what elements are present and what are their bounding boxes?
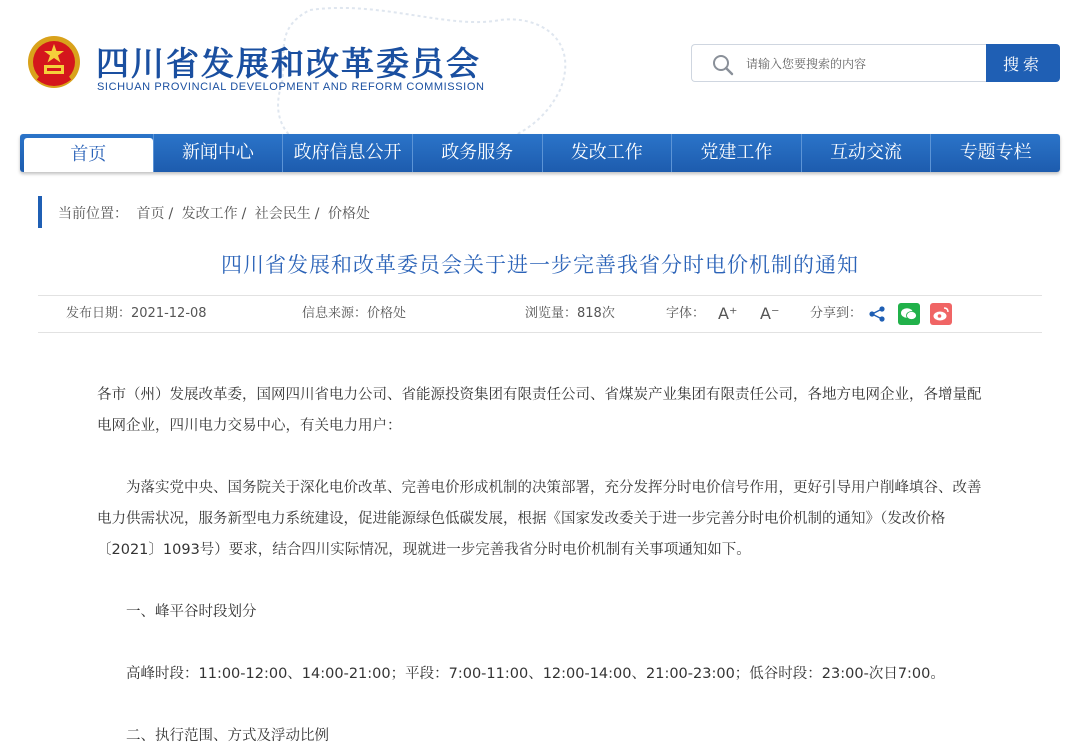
breadcrumb-link-social[interactable]: 社会民生	[254, 206, 311, 222]
nav-item-special[interactable]: 专题专栏	[930, 134, 1060, 172]
breadcrumb-link-home[interactable]: 首页	[136, 206, 165, 222]
org-name-en: SICHUAN PROVINCIAL DEVELOPMENT AND REFORM COMMISSION	[97, 81, 485, 93]
font-increase-button[interactable]: A⁺	[718, 304, 738, 323]
search-box	[691, 44, 987, 82]
main-nav	[20, 134, 1060, 172]
share-label: 分享到：	[810, 306, 863, 321]
info-source: 信息来源：价格处	[302, 306, 407, 321]
font-size-label: 字体：	[666, 306, 706, 321]
nav-item-services[interactable]: 政务服务	[412, 134, 542, 172]
nav-item-party-work[interactable]: 党建工作	[671, 134, 801, 172]
nav-item-reform-work[interactable]: 发改工作	[542, 134, 672, 172]
breadcrumb-separator: /	[241, 206, 247, 222]
national-emblem-icon	[24, 34, 84, 94]
nav-item-gov-info[interactable]: 政府信息公开	[282, 134, 412, 172]
share-wechat-icon[interactable]	[898, 303, 920, 325]
article-paragraph: 为落实党中央、国务院关于深化电价改革、完善电价形成机制的决策部署，充分发挥分时电价信号作用，更好引导用户削峰填谷、改善电力供需状况，服务新型电力系统建设，促进能源绿色低碳发展，根据《国家发改委关于进一步完善分时电价机制的通知》（发改价格〔2021〕1093号）要求，结合四川实际情况，现就进一步完善我省分时电价机制有关事项通知如下。	[97, 480, 982, 558]
article-title: 四川省发展和改革委员会关于进一步完善我省分时电价机制的通知	[221, 253, 859, 277]
article-section-heading: 二、执行范围、方式及浮动比例	[126, 728, 329, 744]
article-paragraph: 各市（州）发展改革委，国网四川省电力公司、省能源投资集团有限责任公司、省煤炭产业集团有限责任公司，各地方电网企业，各增量配电网企业，四川电力交易中心，有关电力用户：	[97, 387, 982, 434]
article-meta-bar	[38, 295, 1042, 333]
nav-item-news[interactable]: 新闻中心	[153, 134, 283, 172]
breadcrumb-prefix: 当前位置：	[58, 206, 128, 222]
breadcrumb-separator: /	[314, 206, 320, 222]
nav-item-interaction[interactable]: 互动交流	[801, 134, 931, 172]
share-weibo-icon[interactable]	[930, 303, 952, 325]
search-icon	[712, 54, 734, 76]
site-header	[0, 0, 1080, 130]
breadcrumb-separator: /	[168, 206, 174, 222]
article-paragraph: 高峰时段：11:00-12:00、14:00-21:00；平段：7:00-11:00、12:00-14:00、21:00-23:00；低谷时段：23:00-次日7:00。	[126, 666, 945, 682]
org-name-cn: 四川省发展和改革委员会	[96, 44, 481, 83]
publish-date: 发布日期：2021-12-08	[66, 306, 207, 321]
nav-item-home[interactable]: 首页	[24, 138, 153, 172]
breadcrumb	[38, 196, 374, 228]
breadcrumb-link-reform-work[interactable]: 发改工作	[181, 206, 238, 222]
article-body	[97, 380, 987, 752]
view-count: 浏览量：818次	[525, 306, 615, 321]
article-section-heading: 一、峰平谷时段划分	[126, 604, 257, 620]
breadcrumb-link-price-dept[interactable]: 价格处	[327, 206, 370, 222]
search-button[interactable]: 搜索	[986, 44, 1060, 82]
search-input[interactable]	[744, 53, 978, 75]
font-decrease-button[interactable]: A⁻	[760, 304, 780, 323]
share-icon[interactable]	[868, 306, 886, 322]
